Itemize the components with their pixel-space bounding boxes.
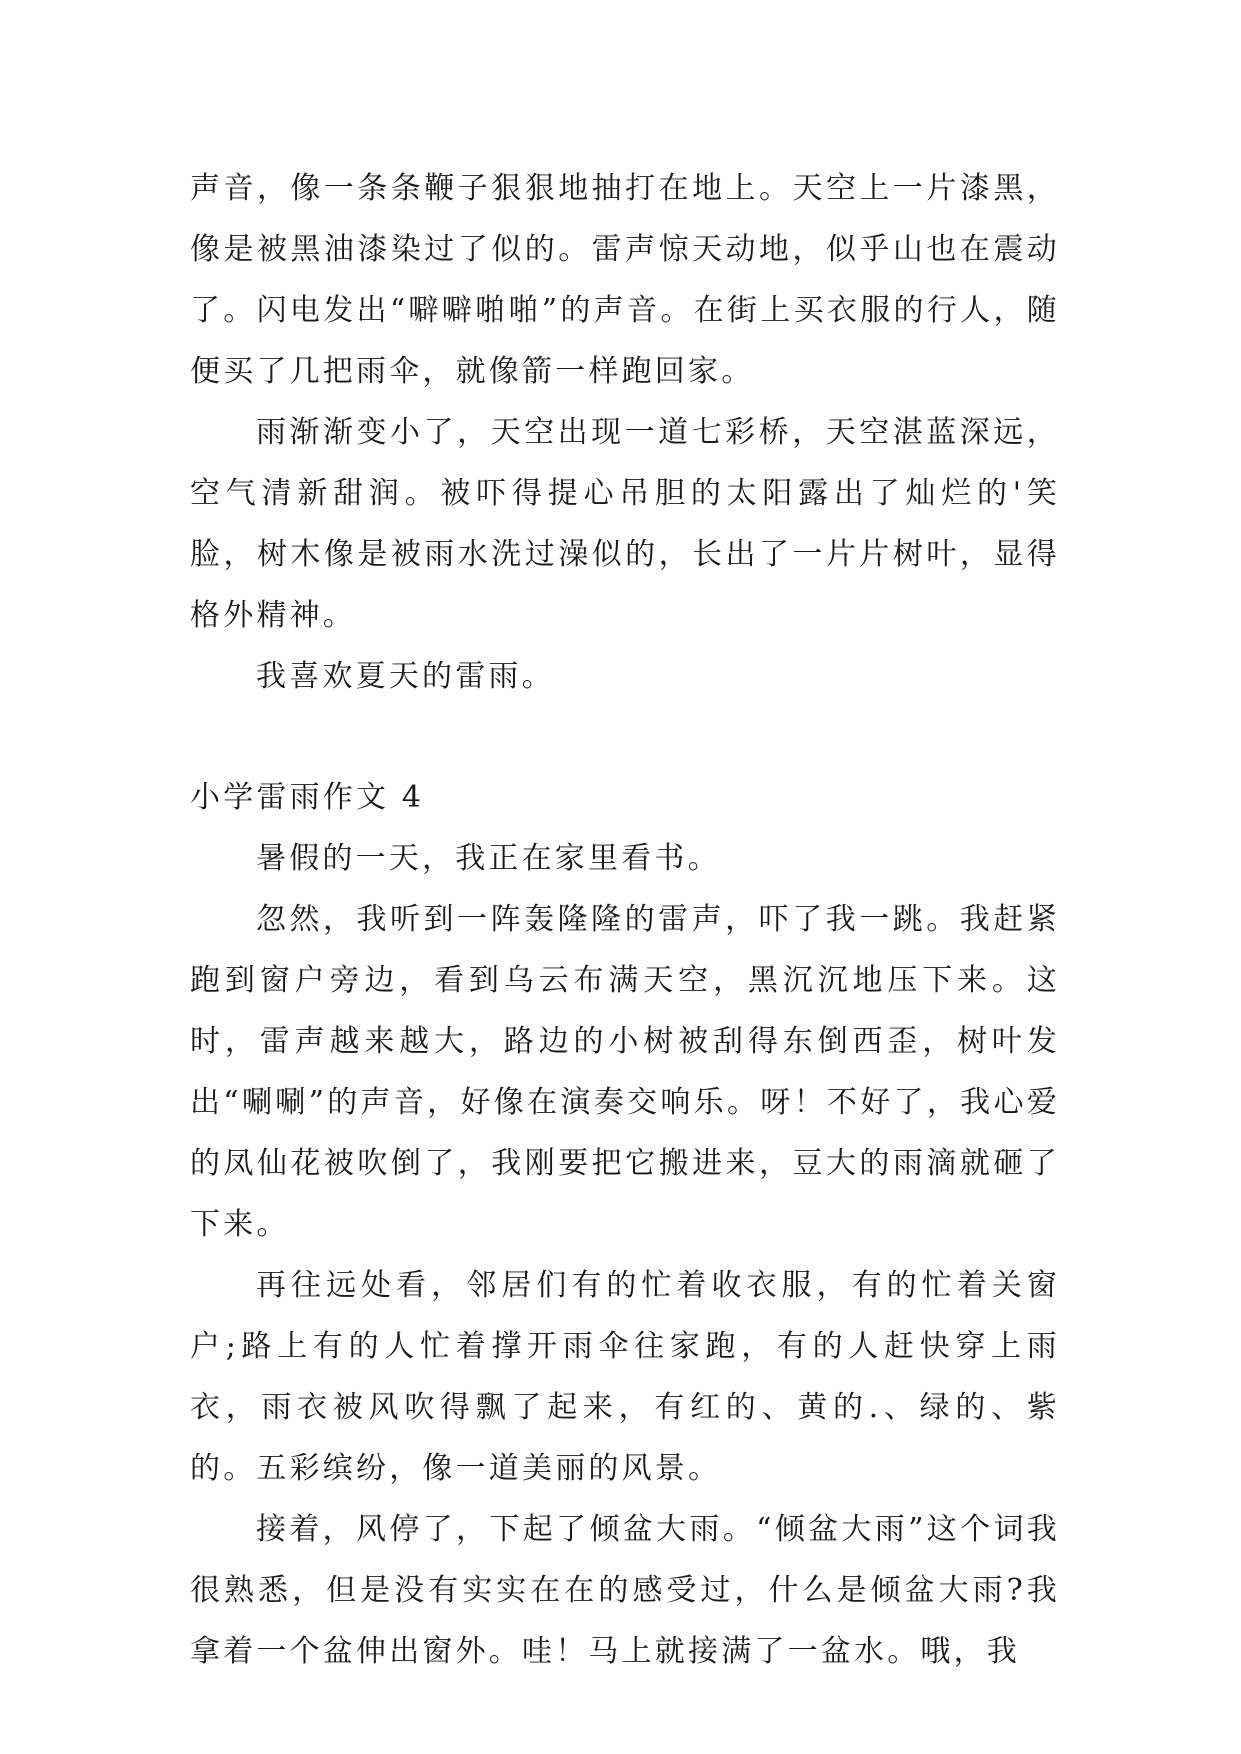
document-body (190, 158, 1060, 1682)
section-title: 小学雷雨作文 4 (190, 780, 425, 815)
paragraph-rain-sound: 声音，像一条条鞭子狠狠地抽打在地上。天空上一片漆黑，像是被黑油漆染过了似的。雷声惊天动地，似乎山也在震动了。闪电发出“噼噼啪啪”的声音。在街上买衣服的行人，随便买了几把雨伞，就像箭一样跑回家。 (190, 171, 1060, 389)
paragraph-neighbors: 再往远处看，邻居们有的忙着收衣服，有的忙着关窗户;路上有的人忙着撑开雨伞往家跑，有的人赶快穿上雨衣，雨衣被风吹得飘了起来，有红的、黄的.、绿的、紫的。五彩缤纷，像一道美丽的风景。 (190, 1268, 1060, 1486)
paragraph-rainbow: 雨渐渐变小了，天空出现一道七彩桥，天空湛蓝深远，空气清新甜润。被吓得提心吊胆的太阳露出了灿烂的'笑脸，树木像是被雨水洗过澡似的，长出了一片片树叶，显得格外精神。 (190, 415, 1060, 633)
paragraph-downpour: 接着，风停了，下起了倾盆大雨。“倾盆大雨”这个词我很熟悉，但是没有实实在在的感受过，什么是倾盆大雨?我拿着一个盆伸出窗外。哇！马上就接满了一盆水。哦，我 (190, 1512, 1060, 1669)
paragraph-conclusion: 我喜欢夏天的雷雨。 (256, 659, 555, 694)
paragraph-summer-day: 暑假的一天，我正在家里看书。 (256, 841, 721, 876)
paragraph-thunder: 忽然，我听到一阵轰隆隆的雷声，吓了我一跳。我赶紧跑到窗户旁边，看到乌云布满天空，黑沉沉地压下来。这时，雷声越来越大，路边的小树被刮得东倒西歪，树叶发出“唰唰”的声音，好像在演奏交响乐。呀！不好了，我心爱的凤仙花被吹倒了，我刚要把它搬进来，豆大的雨滴就砸了下来。 (190, 902, 1060, 1242)
